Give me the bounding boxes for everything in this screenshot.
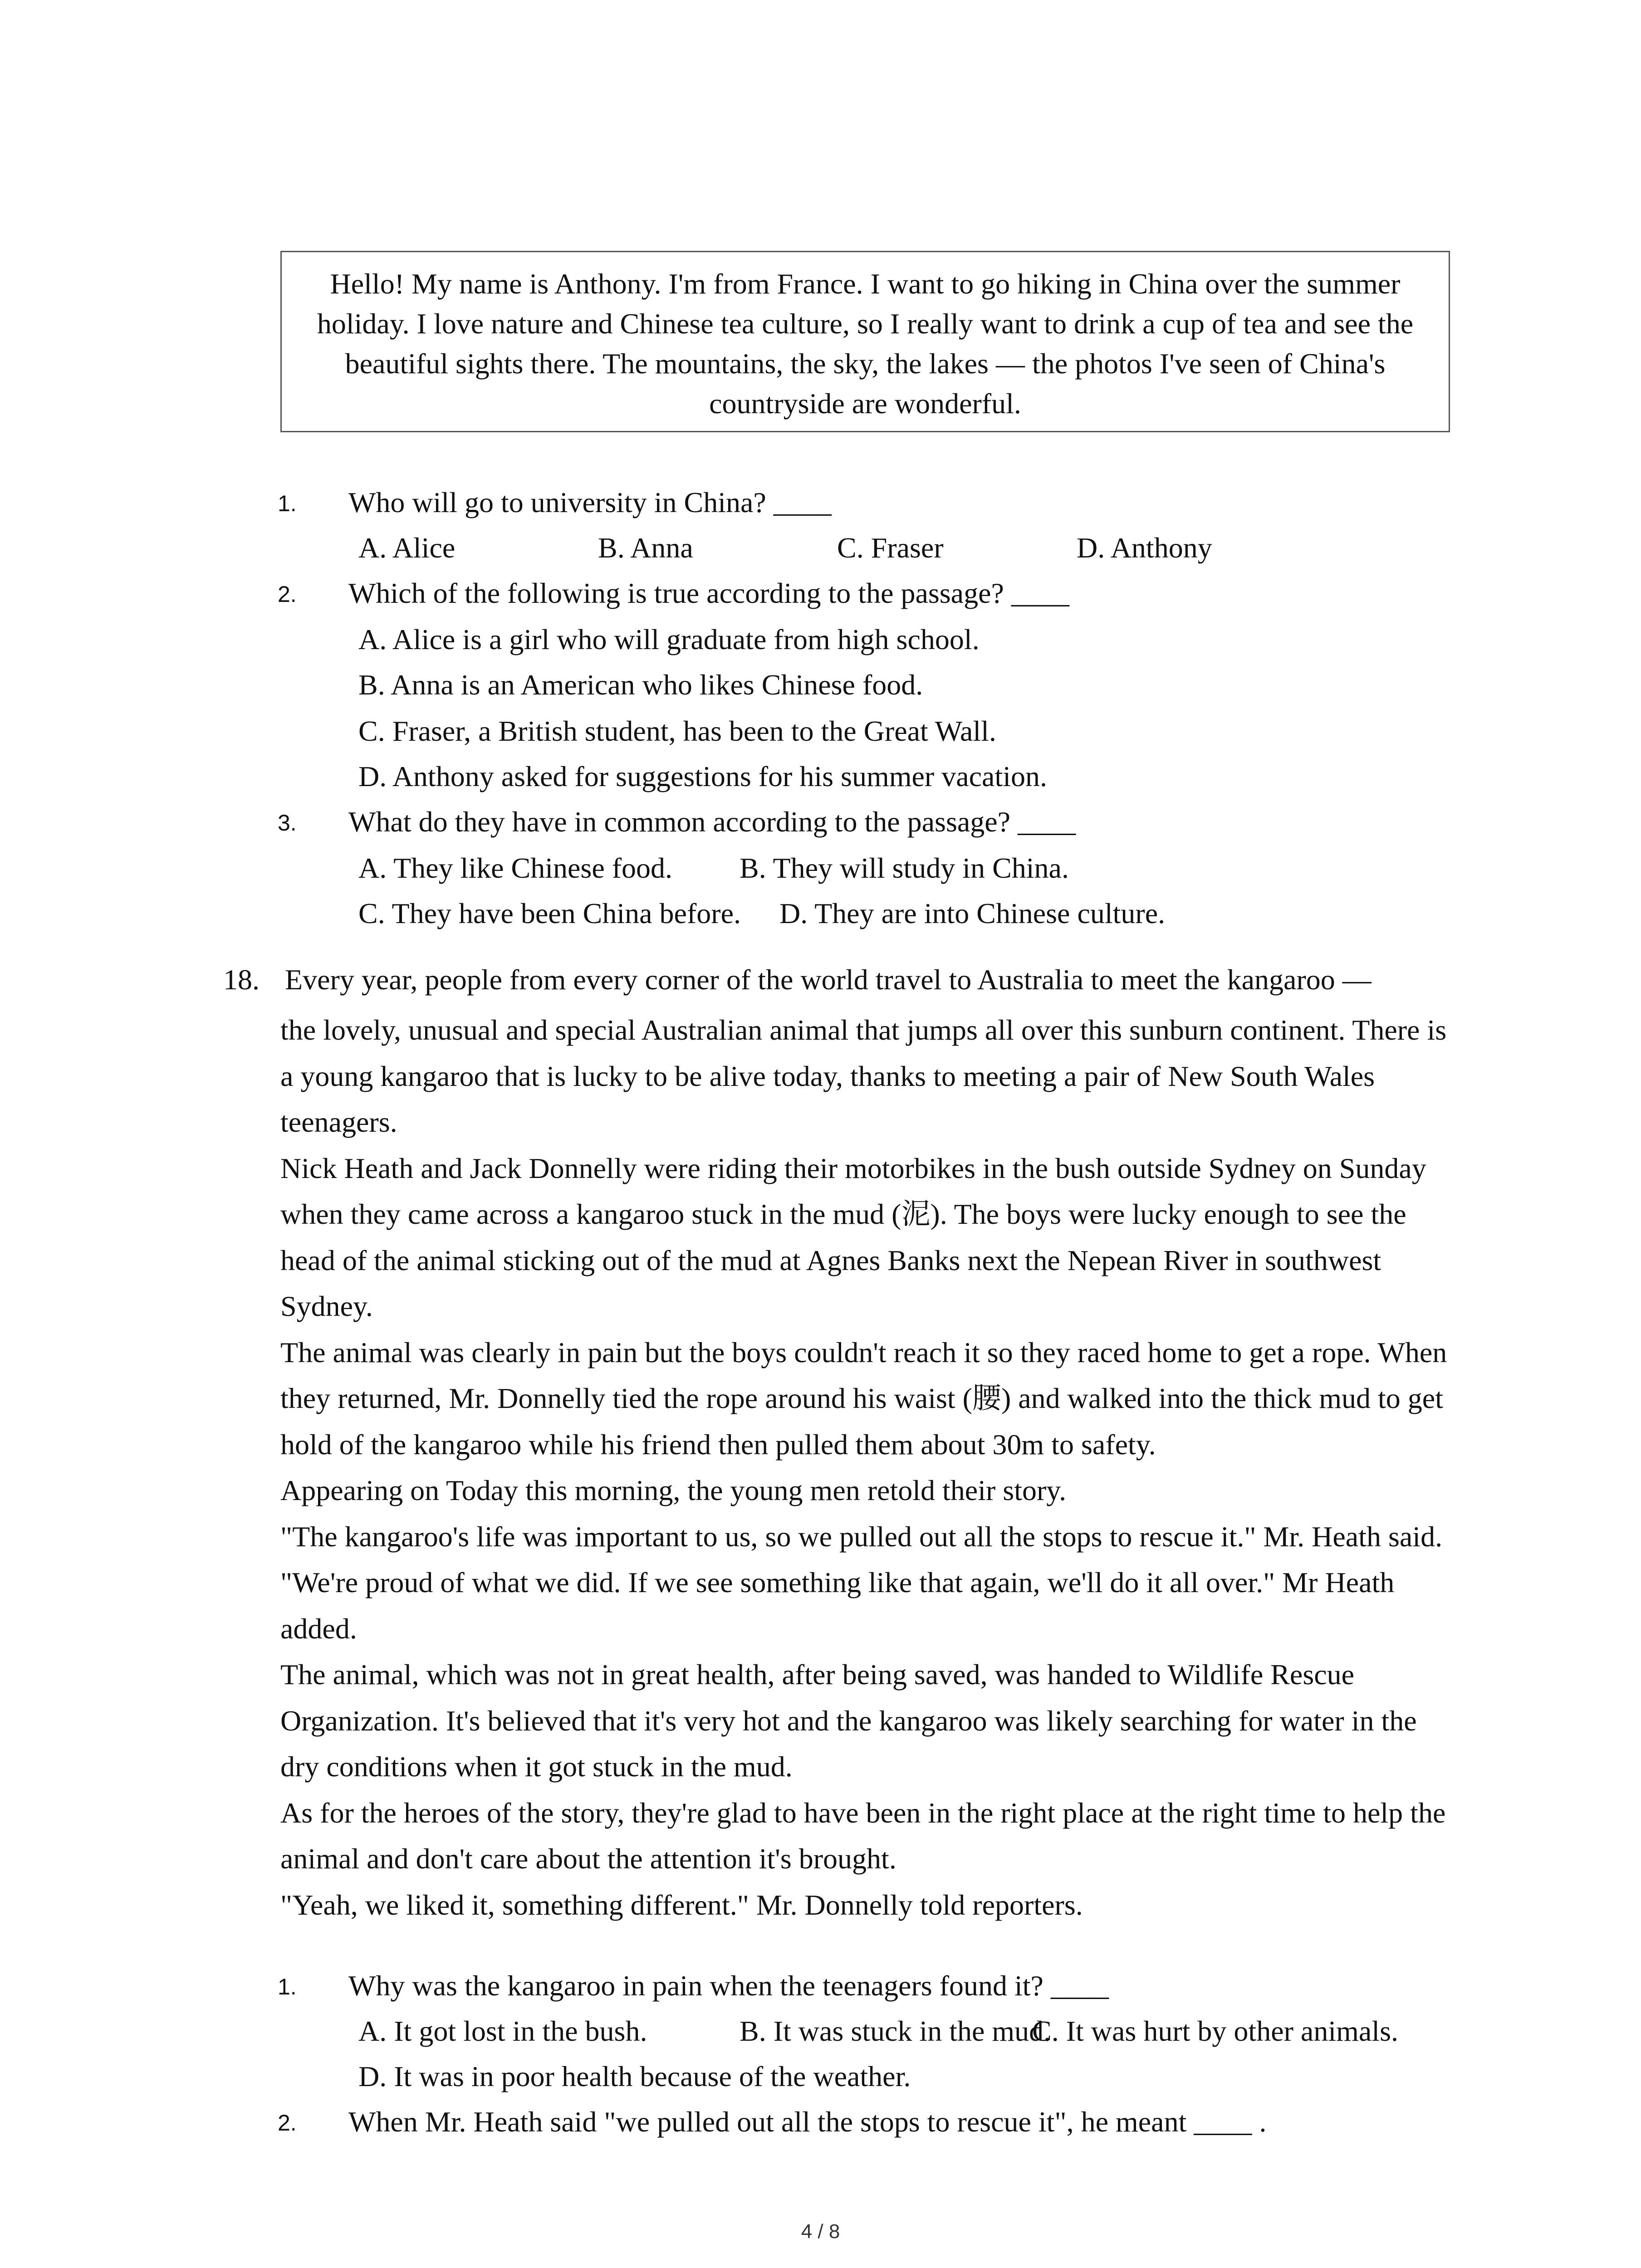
passage-paragraph: "The kangaroo's life was important to us, so we pulled out all the stops to rescue it." Mr. Heath said. [280,1520,1443,1553]
question-text: Why was the kangaroo in pain when the teenagers found it? ____ [348,1970,1109,2002]
question-number: 1. [278,491,297,516]
option-a: A. Alice [358,532,456,564]
passage-paragraph: The animal, which was not in great health, after being saved, was handed to Wildlife Rescue Organization. It's believed that it's very hot and the kangaroo was likely searching for water in the dry conditions when it got stuck in the mud. [280,1658,1417,1783]
question-number: 1. [278,1974,297,1999]
question-18-number: 18. [223,963,260,996]
passage-paragraph: As for the heroes of the story, they're glad to have been in the right place at the right time to help the animal and don't care about the attention it's brought. [280,1796,1446,1875]
passage-first-line: Every year, people from every corner of the world travel to Australia to meet the kangaroo — [285,963,1372,996]
option-d: D. It was in poor health because of the weather. [358,2060,911,2092]
question-number: 2. [278,2110,297,2136]
question-number: 3. [278,810,297,836]
passage-paragraph: the lovely, unusual and special Australian animal that jumps all over this sunburn continent. There is a young kangaroo that is lucky to be alive today, thanks to meeting a pair of New South Wales teenagers. [280,1014,1447,1138]
option-c: C. Fraser [837,532,944,564]
passage-paragraph: Nick Heath and Jack Donnelly were riding their motorbikes in the bush outside Sydney on Sunday when they came across a kangaroo stuck in the mud (泥). The boys were lucky enough to see the head of the animal sticking out of the mud at Agnes Banks next the Nepean River in southwest Sydney. [280,1152,1426,1322]
option-b: B. It was stuck in the mud. [740,2015,1051,2047]
option-a: A. Alice is a girl who will graduate from high school. [358,623,980,655]
option-d: D. Anthony asked for suggestions for his summer vacation. [358,760,1047,792]
passage-paragraph: "Yeah, we liked it, something different." Mr. Donnelly told reporters. [280,1888,1083,1921]
option-c: C. They have been China before. [358,897,741,929]
option-b: B. Anna [598,532,693,564]
option-c: C. Fraser, a British student, has been to the Great Wall. [358,715,996,747]
passage-paragraph: The animal was clearly in pain but the boys couldn't reach it so they raced home to get a rope. When they returned, Mr. Donnelly tied the rope around his waist (腰) and walked into the thick mud to get hold of the kangaroo while his friend then pulled them about 30m to safety. [280,1336,1447,1461]
option-a: A. They like Chinese food. [358,852,673,884]
question-text: When Mr. Heath said "we pulled out all the stops to rescue it", he meant ____ . [348,2106,1267,2138]
passage-paragraph: "We're proud of what we did. If we see something like that again, we'll do it all over." Mr Heath added. [280,1566,1395,1645]
option-b: B. Anna is an American who likes Chinese food. [358,669,923,701]
option-b: B. They will study in China. [740,852,1069,884]
page-number: 4 / 8 [801,2220,840,2243]
question-text: Which of the following is true according to the passage? ____ [348,577,1069,609]
question-number: 2. [278,582,297,607]
question-text: Who will go to university in China? ____ [348,486,832,518]
passage-body [280,1007,1460,1928]
option-c: C. It was hurt by other animals. [1032,2015,1398,2047]
option-d: D. They are into Chinese culture. [779,897,1166,929]
passage-paragraph: Appearing on Today this morning, the young men retold their story. [280,1474,1067,1506]
option-a: A. It got lost in the bush. [358,2015,647,2047]
passage-box-anthony: Hello! My name is Anthony. I'm from France. I want to go hiking in China over the summer holiday. I love nature and Chinese tea culture, so I really want to drink a cup of tea and see the beautiful sights there. The mountains, the sky, the lakes — the photos I've seen of China's countryside are wonderful. [280,251,1450,432]
option-d: D. Anthony [1077,532,1212,564]
question-text: What do they have in common according to the passage? ____ [348,806,1076,838]
